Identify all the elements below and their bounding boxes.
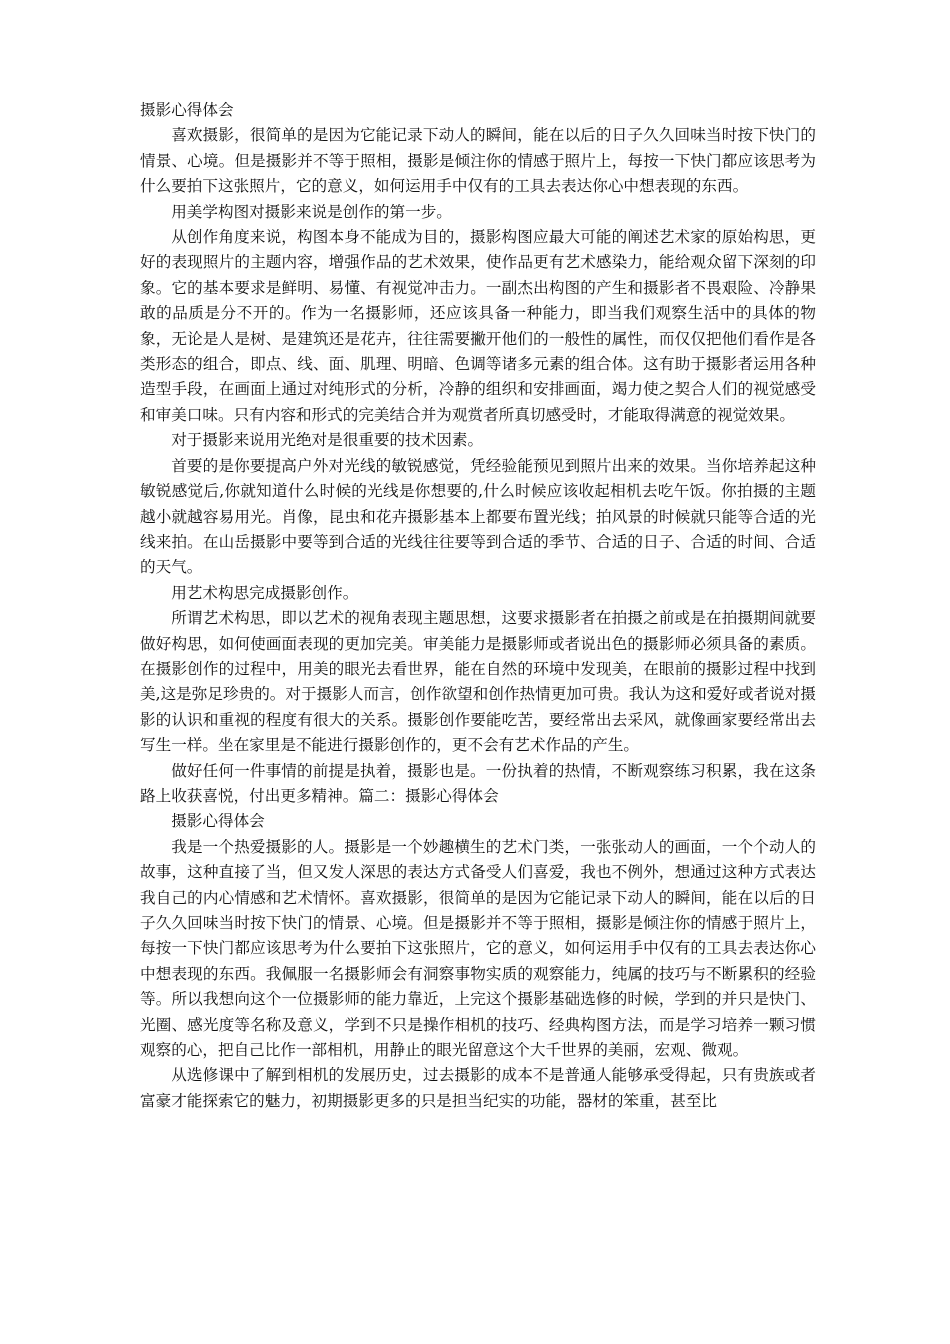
section-heading: 摄影心得体会 [171, 812, 265, 831]
paragraph: 所谓艺术构思，即以艺术的视角表现主题思想，这要求摄影者在拍摄之前或是在拍摄期间就要做好构思，如何使画面表现的更加完美。审美能力是摄影师或者说出色的摄影师必须具备的素质。在摄影创作的过程中，用美的眼光去看世界，能在自然的环境中发现美，在眼前的摄影过程中找到美,这是弥足珍贵的。对于摄影人而言，创作欲望和创作热情更加可贵。我认为这和爱好或者说对摄影的认识和重视的程度有很大的关系。摄影创作要能吃苦，要经常出去采风，就像画家要经常出去写生一样。坐在家里是不能进行摄影创作的，更不会有艺术作品的产生。 [140, 609, 816, 755]
paragraph: 用艺术构思完成摄影创作。 [171, 583, 359, 602]
paragraph: 对于摄影来说用光绝对是很重要的技术因素。 [171, 431, 484, 450]
paragraph: 我是一个热爱摄影的人。摄影是一个妙趣横生的艺术门类，一张张动人的画面，一个个动人的故事，这种直接了当，但又发人深思的表达方式备受人们喜爱，我也不例外，想通过这种方式表达我自己的内心情感和艺术情怀。喜欢摄影，很简单的是因为它能记录下动人的瞬间，能在以后的日子久久回味当时按下快门的情景、心境。但是摄影并不等于照相，摄影是倾注你的情感于照片上，每按一下快门都应该思考为什么要拍下这张照片，它的意义，如何运用手中仅有的工具去表达你心中想表现的东西。我佩服一名摄影师会有洞察事物实质的观察能力，纯属的技巧与不断累积的经验等。所以我想向这个一位摄影师的能力靠近，上完这个摄影基础选修的时候，学到的并只是快门、光圈、感光度等名称及意义，学到不只是操作相机的技巧、经典构图方法，而是学习培养一颗习惯观察的心，把自己比作一部相机，用静止的眼光留意这个大千世界的美丽，宏观、微观。 [140, 837, 816, 1060]
document-title: 摄影心得体会 [140, 101, 234, 119]
paragraph: 首要的是你要提高户外对光线的敏锐感觉，凭经验能预见到照片出来的效果。当你培养起这种敏锐感觉后,你就知道什么时候的光线是你想要的,什么时候应该收起相机去吃午饭。你拍摄的主题越小就越容易用光。肖像，昆虫和花卉摄影基本上都要布置光线；拍风景的时候就只能等合适的光线来拍。在山岳摄影中要等到合适的光线往往要等到合适的季节、合适的日子、合适的时间、合适的天气。 [140, 456, 816, 577]
paragraph: 做好任何一件事情的前提是执着，摄影也是。一份执着的热情，不断观察练习积累，我在这条路上收获喜悦，付出更多精神。篇二：摄影心得体会 [140, 761, 816, 805]
paragraph: 从创作角度来说，构图本身不能成为目的，摄影构图应最大可能的阐述艺术家的原始构思，更好的表现照片的主题内容，增强作品的艺术效果，使作品更有艺术感染力，能给观众留下深刻的印象。它的基本要求是鲜明、易懂、有视觉冲击力。一副杰出构图的产生和摄影者不畏艰险、冷静果敢的品质是分不开的。作为一名摄影师，还应该具备一种能力，即当我们观察生活中的具体的物象，无论是人是树、是建筑还是花卉，往往需要撇开他们的一般性的属性，而仅仅把他们看作是各类形态的组合，即点、线、面、肌理、明暗、色调等诸多元素的组合体。这有助于摄影者运用各种造型手段，在画面上通过对纯形式的分析，冷静的组织和安排画面，竭力使之契合人们的视觉感受和审美口味。只有内容和形式的完美结合并为观赏者所真切感受时，才能取得满意的视觉效果。 [140, 228, 816, 424]
paragraph: 从选修课中了解到相机的发展历史，过去摄影的成本不是普通人能够承受得起，只有贵族或者富豪才能探索它的魅力，初期摄影更多的只是担当纪实的功能，器材的笨重，甚至比 [140, 1066, 816, 1110]
paragraph: 喜欢摄影，很简单的是因为它能记录下动人的瞬间，能在以后的日子久久回味当时按下快门的情景、心境。但是摄影并不等于照相，摄影是倾注你的情感于照片上，每按一下快门都应该思考为什么要拍下这张照片，它的意义，如何运用手中仅有的工具去表达你心中想表现的东西。 [140, 126, 816, 196]
document-body [140, 98, 816, 1114]
paragraph: 用美学构图对摄影来说是创作的第一步。 [171, 202, 452, 221]
